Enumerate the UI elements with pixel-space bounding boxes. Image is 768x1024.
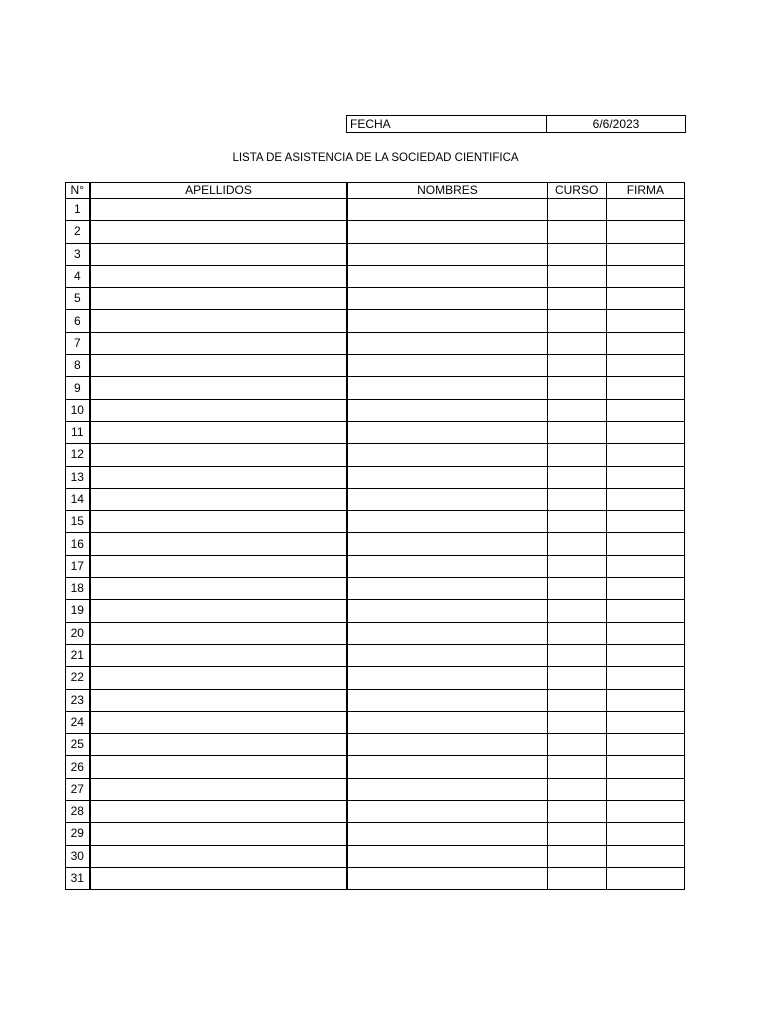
nombres-cell [347,466,547,488]
row-number: 1 [66,199,90,221]
firma-cell [606,622,684,644]
firma-cell [606,243,684,265]
table-header-row [66,183,685,199]
apellidos-cell [90,622,348,644]
curso-cell [547,711,606,733]
table-row [66,578,685,600]
nombres-cell [347,867,547,889]
nombres-cell [347,332,547,354]
nombres-cell [347,533,547,555]
curso-cell [547,310,606,332]
nombres-cell [347,399,547,421]
apellidos-cell [90,756,348,778]
firma-cell [606,488,684,510]
curso-cell [547,756,606,778]
row-number: 9 [66,377,90,399]
firma-cell [606,466,684,488]
firma-cell [606,600,684,622]
nombres-cell [347,377,547,399]
table-row [66,332,685,354]
nombres-cell [347,221,547,243]
firma-cell [606,689,684,711]
row-number: 30 [66,845,90,867]
firma-cell [606,867,684,889]
table-body [66,199,685,890]
curso-cell [547,221,606,243]
firma-cell [606,578,684,600]
apellidos-cell [90,243,348,265]
firma-cell [606,845,684,867]
firma-cell [606,199,684,221]
table-row [66,265,685,287]
curso-cell [547,243,606,265]
curso-cell [547,689,606,711]
row-number: 12 [66,444,90,466]
curso-cell [547,823,606,845]
firma-cell [606,756,684,778]
table-row [66,867,685,889]
row-number: 23 [66,689,90,711]
apellidos-cell [90,578,348,600]
curso-cell [547,533,606,555]
nombres-cell [347,555,547,577]
row-number: 6 [66,310,90,332]
row-number: 27 [66,778,90,800]
firma-cell [606,332,684,354]
curso-cell [547,845,606,867]
nombres-cell [347,421,547,443]
table-row [66,600,685,622]
row-number: 3 [66,243,90,265]
header-apellidos: APELLIDOS [90,183,348,199]
table-row [66,689,685,711]
apellidos-cell [90,377,348,399]
firma-cell [606,644,684,666]
firma-cell [606,355,684,377]
nombres-cell [347,801,547,823]
row-number: 5 [66,288,90,310]
apellidos-cell [90,444,348,466]
table-row [66,711,685,733]
apellidos-cell [90,667,348,689]
firma-cell [606,667,684,689]
apellidos-cell [90,511,348,533]
nombres-cell [347,265,547,287]
nombres-cell [347,778,547,800]
curso-cell [547,377,606,399]
nombres-cell [347,711,547,733]
apellidos-cell [90,355,348,377]
firma-cell [606,555,684,577]
firma-cell [606,221,684,243]
document-title: LISTA DE ASISTENCIA DE LA SOCIEDAD CIENTIFICA [232,152,519,164]
nombres-cell [347,734,547,756]
row-number: 13 [66,466,90,488]
table-row [66,421,685,443]
curso-cell [547,355,606,377]
curso-cell [547,199,606,221]
curso-cell [547,667,606,689]
nombres-cell [347,667,547,689]
nombres-cell [347,511,547,533]
apellidos-cell [90,600,348,622]
table-row [66,667,685,689]
apellidos-cell [90,332,348,354]
table-row [66,756,685,778]
curso-cell [547,578,606,600]
firma-cell [606,711,684,733]
firma-cell [606,288,684,310]
apellidos-cell [90,288,348,310]
row-number: 20 [66,622,90,644]
apellidos-cell [90,734,348,756]
apellidos-cell [90,689,348,711]
table-row [66,488,685,510]
row-number: 21 [66,644,90,666]
curso-cell [547,734,606,756]
apellidos-cell [90,265,348,287]
row-number: 14 [66,488,90,510]
apellidos-cell [90,644,348,666]
nombres-cell [347,756,547,778]
firma-cell [606,421,684,443]
row-number: 25 [66,734,90,756]
curso-cell [547,332,606,354]
table-row [66,778,685,800]
firma-cell [606,265,684,287]
nombres-cell [347,444,547,466]
nombres-cell [347,845,547,867]
row-number: 29 [66,823,90,845]
table-row [66,399,685,421]
table-row [66,734,685,756]
row-number: 19 [66,600,90,622]
row-number: 18 [66,578,90,600]
nombres-cell [347,355,547,377]
row-number: 24 [66,711,90,733]
table-row [66,555,685,577]
curso-cell [547,399,606,421]
curso-cell [547,600,606,622]
header-curso: CURSO [547,183,606,199]
apellidos-cell [90,466,348,488]
curso-cell [547,488,606,510]
apellidos-cell [90,421,348,443]
date-table [346,115,686,133]
apellidos-cell [90,221,348,243]
table-row [66,845,685,867]
firma-cell [606,801,684,823]
curso-cell [547,778,606,800]
header-number: N° [66,183,90,199]
table-row [66,310,685,332]
apellidos-cell [90,199,348,221]
apellidos-cell [90,823,348,845]
firma-cell [606,778,684,800]
curso-cell [547,511,606,533]
nombres-cell [347,488,547,510]
row-number: 15 [66,511,90,533]
apellidos-cell [90,778,348,800]
date-value: 6/6/2023 [547,116,686,133]
apellidos-cell [90,555,348,577]
nombres-cell [347,310,547,332]
row-number: 7 [66,332,90,354]
row-number: 31 [66,867,90,889]
firma-cell [606,377,684,399]
row-number: 26 [66,756,90,778]
apellidos-cell [90,310,348,332]
apellidos-cell [90,399,348,421]
curso-cell [547,644,606,666]
nombres-cell [347,243,547,265]
curso-cell [547,867,606,889]
row-number: 17 [66,555,90,577]
table-row [66,533,685,555]
table-row [66,221,685,243]
table-row [66,355,685,377]
row-number: 28 [66,801,90,823]
curso-cell [547,288,606,310]
date-label: FECHA [347,116,547,133]
row-number: 10 [66,399,90,421]
table-row [66,823,685,845]
table-row [66,199,685,221]
curso-cell [547,801,606,823]
table-row [66,801,685,823]
row-number: 2 [66,221,90,243]
nombres-cell [347,199,547,221]
table-row [66,444,685,466]
table-row [66,466,685,488]
firma-cell [606,734,684,756]
firma-cell [606,399,684,421]
firma-cell [606,511,684,533]
row-number: 11 [66,421,90,443]
apellidos-cell [90,533,348,555]
table-row [66,243,685,265]
row-number: 16 [66,533,90,555]
nombres-cell [347,622,547,644]
firma-cell [606,310,684,332]
nombres-cell [347,644,547,666]
curso-cell [547,466,606,488]
header-nombres: NOMBRES [347,183,547,199]
curso-cell [547,444,606,466]
table-row [66,511,685,533]
curso-cell [547,421,606,443]
row-number: 4 [66,265,90,287]
row-number: 22 [66,667,90,689]
attendance-table [65,182,685,890]
curso-cell [547,265,606,287]
curso-cell [547,622,606,644]
firma-cell [606,444,684,466]
apellidos-cell [90,845,348,867]
table-row [66,377,685,399]
curso-cell [547,555,606,577]
header-firma: FIRMA [606,183,684,199]
firma-cell [606,823,684,845]
apellidos-cell [90,711,348,733]
nombres-cell [347,600,547,622]
apellidos-cell [90,801,348,823]
nombres-cell [347,288,547,310]
firma-cell [606,533,684,555]
table-row [66,622,685,644]
date-row [347,116,686,133]
nombres-cell [347,578,547,600]
nombres-cell [347,823,547,845]
row-number: 8 [66,355,90,377]
table-row [66,288,685,310]
apellidos-cell [90,488,348,510]
nombres-cell [347,689,547,711]
table-row [66,644,685,666]
apellidos-cell [90,867,348,889]
